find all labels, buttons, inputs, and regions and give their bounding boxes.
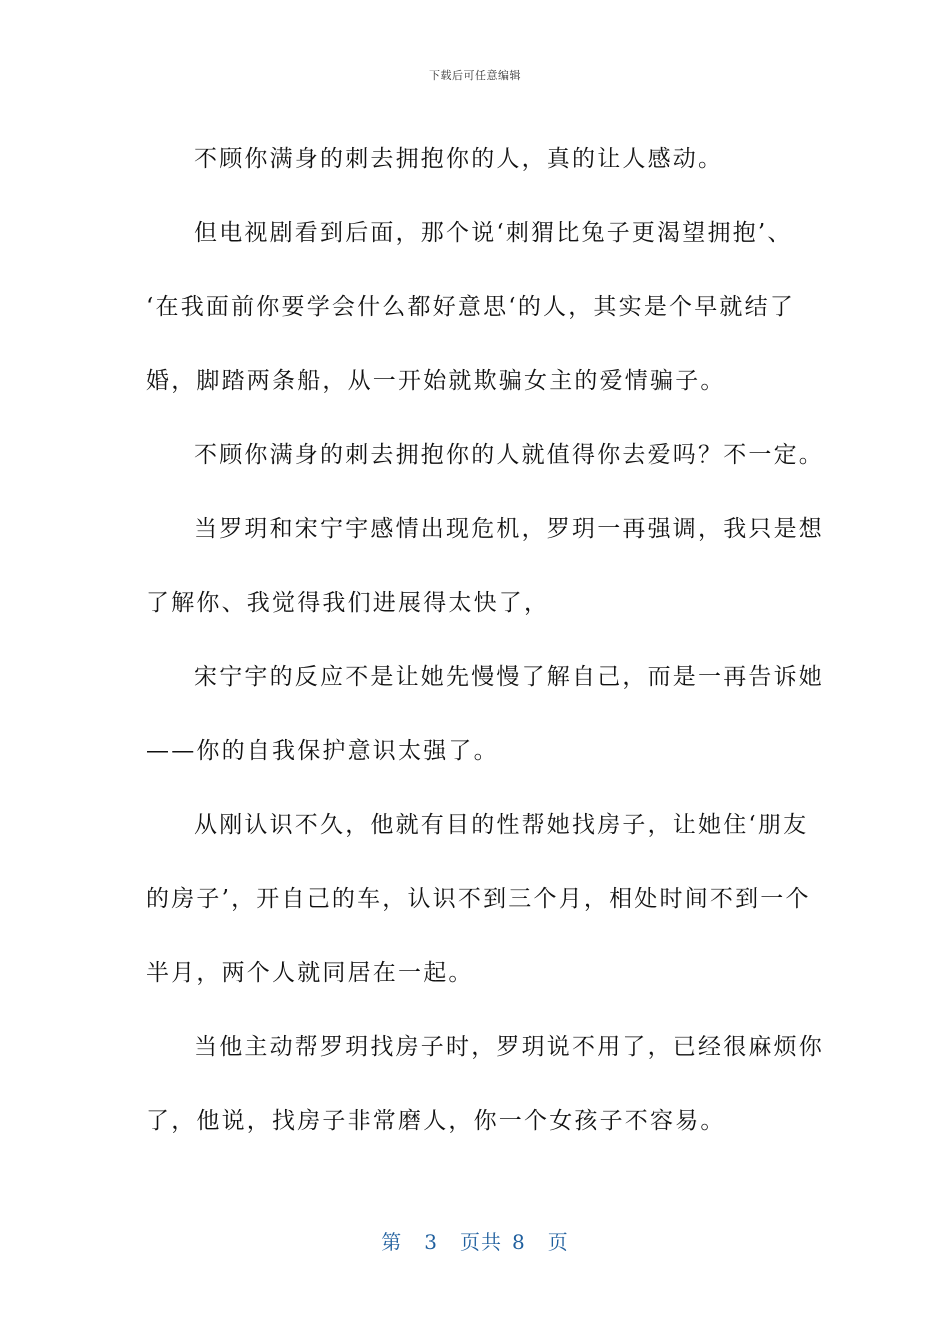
page-header: 下载后可任意编辑: [429, 69, 521, 82]
page-footer: [0, 1226, 950, 1255]
paragraph-line: 半月，两个人就同居在一起。: [146, 960, 474, 986]
current-page-number: 3: [424, 1230, 438, 1254]
document-body: [146, 122, 824, 1158]
paragraph-line: 了，他说，找房子非常磨人，你一个女孩子不容易。: [146, 1108, 726, 1134]
paragraph-line: 当罗玥和宋宁宇感情出现危机，罗玥一再强调，我只是想: [194, 516, 824, 542]
paragraph-line: ——你的自我保护意识太强了。: [146, 738, 499, 764]
footer-of-label: 页共: [460, 1230, 502, 1254]
total-pages-number: 8: [512, 1230, 526, 1254]
paragraph-line: 但电视剧看到后面，那个说‘刺猬比兔子更渴望拥抱’、: [194, 220, 793, 246]
paragraph-line: 不顾你满身的刺去拥抱你的人，真的让人感动。: [194, 146, 724, 172]
paragraph-line: 从刚认识不久，他就有目的性帮她找房子，让她住‘朋友: [194, 812, 809, 838]
footer-page-label: 第: [381, 1230, 403, 1254]
paragraph-line: 宋宁宇的反应不是让她先慢慢了解自己，而是一再告诉她: [194, 664, 824, 690]
paragraph-line: 了解你、我觉得我们进展得太快了，: [146, 590, 550, 616]
paragraph-line: 婚，脚踏两条船，从一开始就欺骗女主的爱情骗子。: [146, 368, 726, 394]
paragraph-line: 不顾你满身的刺去拥抱你的人就值得你去爱吗？不一定。: [194, 442, 824, 468]
footer-end-label: 页: [547, 1230, 569, 1254]
paragraph-line: 当他主动帮罗玥找房子时，罗玥说不用了，已经很麻烦你: [194, 1034, 824, 1060]
paragraph-line: 的房子’，开自己的车，认识不到三个月，相处时间不到一个: [146, 886, 811, 912]
paragraph-line: ‘在我面前你要学会什么都好意思‘的人，其实是个早就结了: [146, 294, 796, 320]
